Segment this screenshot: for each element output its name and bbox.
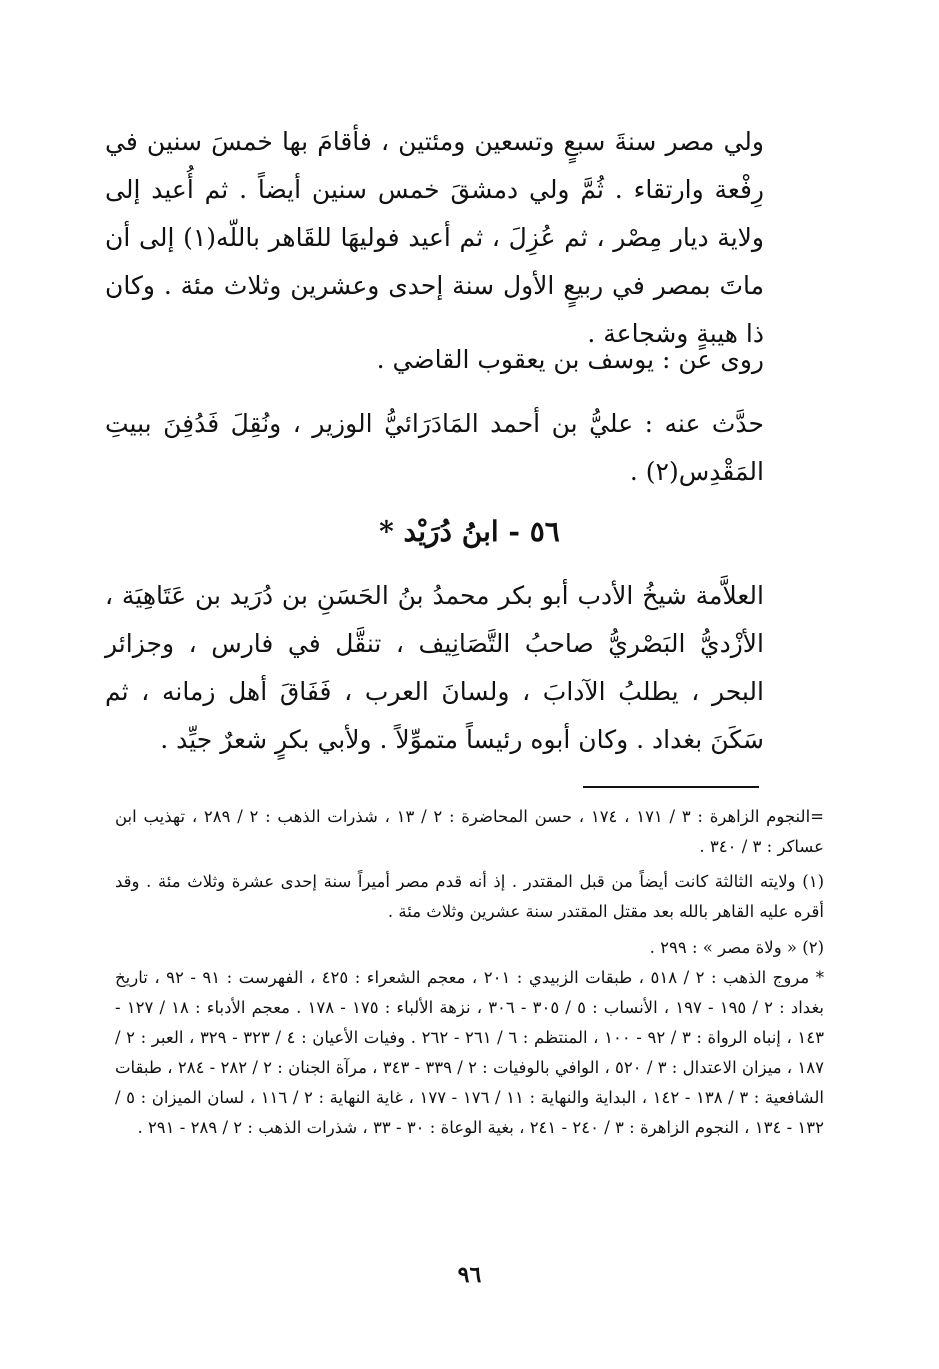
entry-heading: ٥٦ - ابنُ دُرَيْد * [379,515,560,548]
paragraph-biography-ending: ولي مصر سنةَ سبعٍ وتسعين ومئتين ، فأقامَ بها خمسَ سنين في رِفْعة وارتقاء . ثُمَّ ولي دمشقَ خمس سنين أيضاً . ثم أُعيد إلى ولاية ديار مِصْر ، ثم عُزِلَ ، ثم أعيد فوليهَا للقَاهر باللّه(١) إلى أن ماتَ بمصر في ربيعٍ الأول سنة إحدى وعشرين وثلاث مئة . وكان ذا هيبةٍ وشجاعة . [105,127,764,348]
footnote-sources: * مروج الذهب : ٢ / ٥١٨ ، طبقات الزبيدي : ٢٠١ ، معجم الشعراء : ٤٢٥ ، الفهرست : ٩١ - ٩٢ ، تاريخ بغداد : ٢ / ١٩٥ - ١٩٧ ، الأنساب : ٥ / ٣٠٥ - ٣٠٦ ، نزهة الألباء : ١٧٥ - ١٧٨ . معجم الأدباء : ١٨ / ١٢٧ - ١٤٣ ، إنباه الرواة : ٣ / ٩٢ - ١٠٠ ، المنتظم : ٦ / ٢٦١ - ٢٦٢ . وفيات الأعيان : ٤ / ٣٢٣ - ٣٢٩ ، العبر : ٢ / ١٨٧ ، ميزان الاعتدال : ٣ / ٥٢٠ ، الوافي بالوفيات : ٢ / ٣٣٩ - ٣٤٣ ، مرآة الجنان : ٢ / ٢٨٢ - ٢٨٤ ، طبقات الشافعية : ٣ / ١٣٨ - ١٤٢ ، البداية والنهاية : ١١ / ١٧٦ - ١٧٧ ، غاية النهاية : ٢ / ١١٦ ، لسان الميزان : ٥ / ١٣٢ - ١٣٤ ، النجوم الزاهرة : ٣ / ٢٤٠ - ٢٤١ ، بغية الوعاة : ٣٠ - ٣٣ ، شذرات الذهب : ٢ / ٢٨٩ - ٢٩١ . [115,968,824,1137]
paragraph-narrated-from: روى عن : يوسف بن يعقوب القاضي . [376,345,764,374]
page-number: ٩٦ [457,1262,482,1288]
footnote-separator [583,786,759,788]
footnote-continued: =النجوم الزاهرة : ٣ / ١٧١ ، ١٧٤ ، حسن المحاضرة : ٢ / ١٣ ، شذرات الذهب : ٢ / ٢٨٩ ، تهذيب ابن عساكر : ٣ / ٣٤٠ . [115,807,824,856]
footnote-1: (١) ولايته الثالثة كانت أيضاً من قبل المقتدر . إذ أنه قدم مصر أميراً سنة إحدى عشرة وثلاث مئة . وقد أقره عليه القاهر بالله بعد مقتل المقتدر سنة عشرين وثلاث مئة . [115,872,824,921]
paragraph-ibn-durayd: العلاَّمة شيخُ الأدب أبو بكر محمدُ بنُ الحَسَنِ بن دُرَيد بن عَتَاهِيَة ، الأزْديُّ البَصْريُّ صاحبُ التَّصَانِيف ، تنقَّل في فارس ، وجزائر البحر ، يطلبُ الآدابَ ، ولسانَ العرب ، فَفَاقَ أهل زمانه ، ثم سَكَنَ بغداد . وكان أبوه رئيساً متموِّلاً . ولأبي بكرٍ شعرٌ جيِّد . [105,581,764,754]
paragraph-narrated-by: حدَّث عنه : عليُّ بن أحمد المَادَرَائيُّ الوزير ، ونُقِلَ فَدُفِنَ ببيتِ المَقْدِس(٢) . [105,409,764,486]
footnote-2: (٢) « ولاة مصر » : ٢٩٩ . [649,938,824,957]
